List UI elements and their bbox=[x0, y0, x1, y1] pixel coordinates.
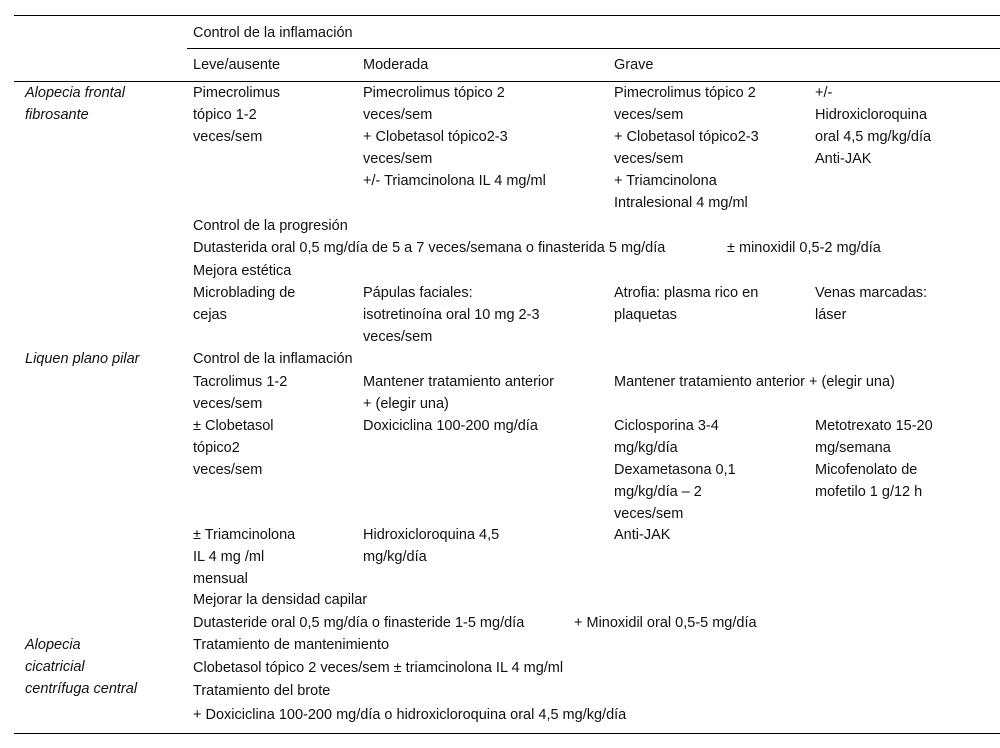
section-label: Mejora estética bbox=[193, 263, 292, 279]
cell: Doxiciclina 100-200 mg/día bbox=[363, 418, 538, 434]
cell: ± minoxidil 0,5-2 mg/día bbox=[727, 240, 881, 256]
table-bottom-rule bbox=[14, 733, 1000, 734]
cell: Anti-JAK bbox=[614, 527, 671, 543]
row-label-accc: Alopecia cicatricial centrífuga central bbox=[25, 637, 138, 697]
cell: Metotrexato 15-20 mg/semana bbox=[815, 418, 933, 456]
section-label: Control de la inflamación bbox=[193, 351, 353, 367]
section-label: Tratamiento de mantenimiento bbox=[193, 637, 390, 653]
cell: +/- Hidroxicloroquina oral 4,5 mg/kg/día Anti-JAK bbox=[815, 85, 932, 167]
cell: Pimecrolimus tópico 2 veces/sem + Clobetasol tópico2-3 veces/sem +/- Triamcinolona IL 4 mg/ml bbox=[363, 85, 546, 189]
cell: + Minoxidil oral 0,5-5 mg/día bbox=[574, 615, 757, 631]
cell: Clobetasol tópico 2 veces/sem ± triamcinolona IL 4 mg/ml bbox=[193, 660, 564, 676]
cell: Ciclosporina 3-4 mg/kg/día bbox=[614, 418, 719, 456]
section-label: Control de la progresión bbox=[193, 218, 348, 234]
column-header-grave: Grave bbox=[614, 57, 654, 73]
cell: Tacrolimus 1-2 veces/sem bbox=[193, 374, 288, 412]
cell: Pimecrolimus tópico 2 veces/sem + Clobetasol tópico2-3 veces/sem + Triamcinolona Intralesional 4 mg/ml bbox=[614, 85, 759, 211]
cell: Dutasteride oral 0,5 mg/día o finasteride 1-5 mg/día bbox=[193, 615, 525, 631]
row-label-aff: Alopecia frontal fibrosante bbox=[25, 85, 125, 123]
cell: Dutasterida oral 0,5 mg/día de 5 a 7 veces/semana o finasterida 5 mg/día bbox=[193, 240, 666, 256]
cell: Hidroxicloroquina 4,5 mg/kg/día bbox=[363, 527, 500, 565]
column-header-leve: Leve/ausente bbox=[193, 57, 281, 73]
cell: ± Clobetasol tópico2 veces/sem bbox=[193, 418, 274, 478]
cell: Mantener tratamiento anterior + (elegir una) bbox=[363, 374, 555, 412]
group-header-rule bbox=[187, 48, 1000, 49]
section-label: Mejorar la densidad capilar bbox=[193, 592, 368, 608]
cell: Atrofia: plasma rico en plaquetas bbox=[614, 285, 759, 323]
cell: Dexametasona 0,1 mg/kg/día – 2 veces/sem bbox=[614, 462, 736, 522]
cell: Microblading de cejas bbox=[193, 285, 296, 323]
section-label: Tratamiento del brote bbox=[193, 683, 331, 699]
column-header-moderada: Moderada bbox=[363, 57, 429, 73]
row-label-lpp: Liquen plano pilar bbox=[25, 351, 140, 367]
cell: + Doxiciclina 100-200 mg/día o hidroxicloroquina oral 4,5 mg/kg/día bbox=[193, 707, 627, 723]
cell: Mantener tratamiento anterior + (elegir una) bbox=[614, 374, 895, 390]
cell: Micofenolato de mofetilo 1 g/12 h bbox=[815, 462, 923, 500]
cell: ± Triamcinolona IL 4 mg /ml mensual bbox=[193, 527, 296, 587]
cell: Pimecrolimus tópico 1-2 veces/sem bbox=[193, 85, 281, 145]
table-top-rule bbox=[14, 15, 1000, 16]
group-header: Control de la inflamación bbox=[193, 25, 353, 41]
cell: Venas marcadas: láser bbox=[815, 285, 928, 323]
cell: Pápulas faciales: isotretinoína oral 10 mg 2-3 veces/sem bbox=[363, 285, 540, 345]
